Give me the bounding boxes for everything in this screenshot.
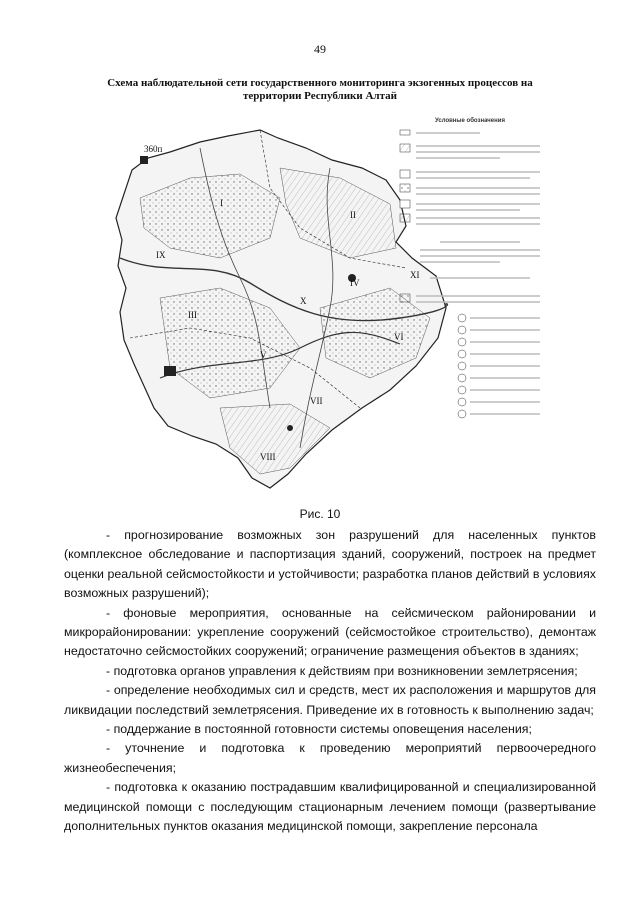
figure-title xyxy=(60,77,580,103)
page-number: 49 xyxy=(314,42,326,56)
paragraph: - подготовка к оказанию пострадавшим квалифицированной и специализированной медицинской помощи с последующим стационарным лечением помощи (развертывание дополнительных пунктов оказания медицинской помощи, закрепление персонала xyxy=(64,780,596,834)
settlement-marker xyxy=(287,425,293,431)
paragraph: - уточнение и подготовка к проведению мероприятий первоочередного жизнеобеспечения; xyxy=(64,741,596,775)
settlement-marker xyxy=(164,366,176,376)
map-label: X xyxy=(300,296,307,306)
map-label: 360п xyxy=(144,144,163,154)
map-label: II xyxy=(350,210,356,220)
map-label: XI xyxy=(410,270,420,280)
paragraph: - прогнозирование возможных зон разрушений для населенных пунктов (комплексное обследование и паспортизация зданий, сооружений, построек на предмет оценки реальной сейсмостойкости и устойчивости; разработка планов действий в условиях возможных разрушений); xyxy=(64,528,596,601)
map-label: IV xyxy=(350,278,360,288)
map-label: I xyxy=(220,198,223,208)
body-text xyxy=(64,526,596,837)
legend-heading: Условные обозначения xyxy=(435,118,505,124)
map-label: IX xyxy=(156,250,166,260)
figure-title-line-2: территории Республики Алтай xyxy=(243,90,397,102)
map-label: VI xyxy=(394,332,404,342)
paragraph: - определение необходимых сил и средств, мест их расположения и маршрутов для ликвидации последствий землетрясения. Приведение их в готовность к выполнению задач; xyxy=(64,683,596,717)
map-label: VII xyxy=(310,396,323,406)
monitoring-network-map xyxy=(100,108,550,503)
map-label: V xyxy=(260,350,267,360)
figure-title-line-1: Схема наблюдательной сети государственного мониторинга экзогенных процессов на xyxy=(107,77,533,89)
settlement-marker xyxy=(140,156,148,164)
map-label: VIII xyxy=(260,452,276,462)
legend-text-lines xyxy=(416,133,540,414)
figure-caption: Рис. 10 xyxy=(299,507,341,521)
paragraph: - подготовка органов управления к действиям при возникновении землетрясения; xyxy=(106,663,578,678)
map-label: III xyxy=(188,310,197,320)
paragraph: - поддержание в постоянной готовности системы оповещения населения; xyxy=(106,722,532,737)
paragraph: - фоновые мероприятия, основанные на сейсмическом районировании и микрорайонировании: укрепление сооружений (сейсмостойкое строительство), демонтаж недостаточно сейсмостойких сооружений; ограничение размещения объектов в зданиях; xyxy=(64,605,596,659)
